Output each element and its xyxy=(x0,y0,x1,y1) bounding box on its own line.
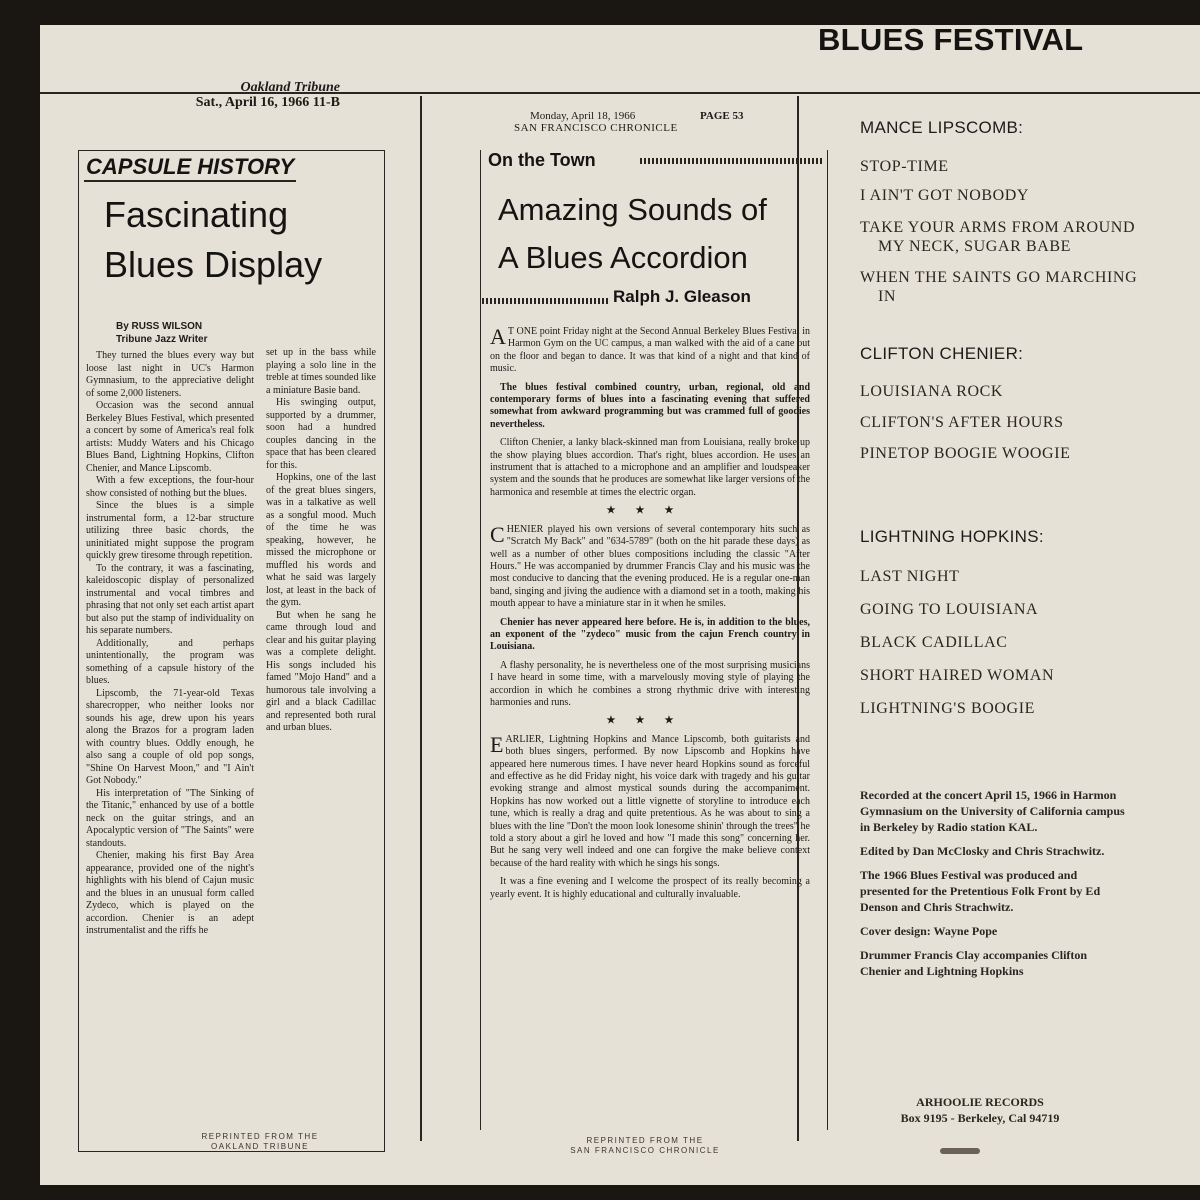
paragraph: Lipscomb, the 71-year-old Texas sharecropper, who neither looks nor sounds his age, drew upon his years along the Brazos for a program laden with country blues. Oddly enough, he also sang a couple of old pop songs, "Shine On Harvest Moon," and "I Ain't Got Nobody." xyxy=(86,687,254,786)
track-item: CLIFTON'S AFTER HOURS xyxy=(860,414,1064,431)
paragraph: Occasion was the second annual Berkeley Blues Festival, which presented a concert by some of America's real folk artists: Muddy Waters and his Chicago Blues Band, Lightning Hopkins, Clifton Chenier, and Mance Lipscomb. xyxy=(86,400,254,474)
oakland-kicker: CAPSULE HISTORY xyxy=(86,154,295,179)
chronicle-page: PAGE 53 xyxy=(700,110,744,122)
paragraph xyxy=(490,521,810,611)
chronicle-headline-line2: A Blues Accordion xyxy=(498,240,748,275)
oakland-headline-line2: Blues Display xyxy=(104,244,323,285)
drop-cap: A xyxy=(490,324,506,349)
oakland-page: 11-B xyxy=(312,95,340,110)
artist-heading-lipscomb: MANCE LIPSCOMB: xyxy=(860,118,1024,137)
chronicle-body xyxy=(490,326,810,907)
album-title: BLUES FESTIVAL xyxy=(818,22,1084,57)
credit-edited: Edited by Dan McClosky and Chris Strachwitz. xyxy=(860,844,1105,858)
track-item: TAKE YOUR ARMS FROM AROUND xyxy=(860,219,1136,236)
label-name: ARHOOLIE RECORDS xyxy=(916,1095,1044,1109)
reprint-line: REPRINTED FROM THE xyxy=(201,1132,319,1141)
artist-heading-hopkins: LIGHTNING HOPKINS: xyxy=(860,527,1044,546)
credit-produced: The 1966 Blues Festival was produced and presented for the Pretentious Folk Front by Ed Denson and Chris Strachwitz. xyxy=(860,868,1101,914)
credit-drummer: Drummer Francis Clay accompanies Clifton Chenier and Lightning Hopkins xyxy=(860,948,1088,978)
paragraph: With a few exceptions, the four-hour show consisted of nothing but the blues. xyxy=(86,475,254,499)
track-item: SHORT HAIRED WOMAN xyxy=(860,667,1055,684)
track-item: BLACK CADILLAC xyxy=(860,634,1008,651)
oakland-headline xyxy=(104,190,374,290)
paragraph: Hopkins, one of the last of the great blues singers, was in a talkative as well as a songful mood. Much of the time he was speaking, however, he missed the microphone or muffled his words and what he said was largely lost, at least in the back of the gym. xyxy=(266,472,376,608)
track-item-continued: MY NECK, SUGAR BABE xyxy=(878,238,1072,255)
byline-name: By RUSS WILSON xyxy=(116,321,203,332)
section-hatch-rule xyxy=(640,158,824,164)
label-address: Box 9195 - Berkeley, Cal 94719 xyxy=(900,1111,1060,1125)
paragraph: set up in the bass while playing a solo line in the treble at times sounded like a miniature Basie band. xyxy=(266,347,376,396)
paragraph: But when he sang he came through loud and clear and his guitar playing was a complete delight. His songs included his famed "Mojo Hand" and a humorous tale involving a girl and a black Cadillac and represented both rural and urban blues. xyxy=(266,609,376,733)
author-hatch-rule xyxy=(482,298,608,304)
artist-heading-chenier: CLIFTON CHENIER: xyxy=(860,344,1024,363)
oakland-paper-name: Oakland Tribune xyxy=(240,80,340,95)
track-item: LAST NIGHT xyxy=(860,568,960,585)
oakland-dateline: Sat., April 16, 1966 xyxy=(195,95,310,110)
oakland-column-b xyxy=(266,347,376,735)
byline-title: Tribune Jazz Writer xyxy=(116,334,208,345)
oakland-byline xyxy=(116,320,208,346)
drop-cap: C xyxy=(490,521,505,547)
paragraph: Additionally, and perhaps unintentionally, the program was something of a capsule history of the blues. xyxy=(86,637,254,686)
paragraph xyxy=(490,326,810,376)
paragraph-text: ARLIER, Lightning Hopkins and Mance Lipscomb, both guitarists and both blues singers, performed. By now Lipscomb and Hopkins have appeared here numerous times. I have never heard Hopkins sound as forceful and effective as he did Friday night, his voice dark with tragedy and his guitar evoking strange and almost mystical sounds during the accompaniment. Hopkins has now worked out a little vignette of storyline to introduce each tune, which is really a drag and quite pretentious. As he was about to sing a blues with the line "Don't the moon look lonesome shinin' through the trees" he told a story about a girl he loved and how "I made this song" concerning her. But he sang very well indeed and one can forgive the make believe context because of the hard reality with which he sings his songs. xyxy=(490,733,810,869)
paragraph-text: T ONE point Friday night at the Second Annual Berkeley Blues Festival in Harmon Gym on the UC campus, a man walked with the aid of a cane out on the floor and began to dance. It was that kind of a night and that kind of music. xyxy=(490,326,810,375)
track-item-continued: IN xyxy=(878,288,897,305)
paragraph xyxy=(490,731,810,870)
paragraph: A flashy personality, he is nevertheless one of the most surprising musicians I have heard in some time, with a marvelously moving style of playing the accordion in which he combines a strong rhythmic drive with interesting harmonies and runs. xyxy=(490,659,810,708)
paragraph: The blues festival combined country, urban, regional, old and contemporary forms of blues into a fascinating evening that suffered somewhat from awkward programming but was crammed full of goodies nevertheless. xyxy=(490,381,810,430)
paragraph: Clifton Chenier, a lanky black-skinned man from Louisiana, really broke up the show playing blues accordion. That's right, blues accordion. He uses an instrument that is attached to a microphone and an amplifier and loudspeaker system and the sounds that he produces are somewhat like larger versions of the harmonica and resemble at times the electric organ. xyxy=(490,437,811,498)
chronicle-reprint-credit xyxy=(545,1136,745,1156)
oakland-column-a xyxy=(86,350,254,938)
track-item: I AIN'T GOT NOBODY xyxy=(860,187,1030,204)
catalog-mark xyxy=(940,1148,980,1154)
chronicle-dateline: Monday, April 18, 1966 xyxy=(530,110,636,122)
track-item: LIGHTNING'S BOOGIE xyxy=(860,700,1035,717)
paragraph: His interpretation of "The Sinking of the Titanic," enhanced by use of a bottle neck on the guitar strings, and an Apocalyptic version of "The Saints" were standouts. xyxy=(86,787,254,849)
paragraph: His swinging output, supported by a drummer, soon had a hundred couples dancing in the space that has been cleared for this. xyxy=(266,397,376,471)
chronicle-headline-line1: Amazing Sounds of xyxy=(498,192,767,227)
column-divider-1 xyxy=(420,96,422,1141)
chronicle-author: Ralph J. Gleason xyxy=(613,287,751,306)
paragraph: To the contrary, it was a fascinating, kaleidoscopic display of personalized instrumental and vocal timbres and phrasing that not only set each artist apart but also put the stamp of individuality on his separate numbers. xyxy=(86,562,254,636)
reprint-line: OAKLAND TRIBUNE xyxy=(211,1142,309,1151)
track-item: GOING TO LOUISIANA xyxy=(860,601,1039,618)
paragraph: They turned the blues every way but loose last night in UC's Harmon Gymnasium, to the appreciative delight of some 2,000 listeners. xyxy=(86,350,254,399)
section-heading: On the Town xyxy=(488,150,596,170)
paragraph-text: HENIER played his own versions of several contemporary hits such as "Scratch My Back" and "634-5789" (both on the hit parade these days) as well as a number of other blues compositions including the classic "After Hours." He was accompanied by drummer Francis Clay and his music was the most conducive to dancing that the evening produced. He is a regular one-man band, singing and jiving the audience with a diamond set in a tooth, making his mouth appear to have a miniature star in it when he smiles. xyxy=(490,523,810,610)
credit-recorded: Recorded at the concert April 15, 1966 in Harmon Gymnasium on the University of California campus in Berkeley by Radio station KAL. xyxy=(860,788,1125,834)
oakland-masthead xyxy=(152,80,340,110)
kicker-underline xyxy=(84,180,296,182)
reprint-line: REPRINTED FROM THE xyxy=(586,1136,704,1145)
oakland-headline-line1: Fascinating xyxy=(104,194,289,235)
track-item: LOUISIANA ROCK xyxy=(860,383,1004,400)
chronicle-paper-name: SAN FRANCISCO CHRONICLE xyxy=(514,122,678,134)
liner-credits xyxy=(860,787,1125,987)
credit-cover: Cover design: Wayne Pope xyxy=(860,924,998,938)
drop-cap: E xyxy=(490,731,504,757)
paragraph: Chenier has never appeared here before. He is, in addition to the blues, an exponent of the "zydeco" music from the cajun French country in Louisiana. xyxy=(490,616,810,653)
section-break-stars: ★★★ xyxy=(606,715,694,727)
section-break-stars: ★★★ xyxy=(606,505,694,517)
reprint-line: SAN FRANCISCO CHRONICLE xyxy=(570,1146,720,1155)
oakland-reprint-credit xyxy=(180,1132,340,1152)
paragraph: Since the blues is a simple instrumental form, a 12-bar structure utilizing three basic chords, the uninitiated might suppose the program quickly grew tiresome through repetition. xyxy=(86,500,254,561)
track-item: WHEN THE SAINTS GO MARCHING xyxy=(860,269,1138,286)
paragraph: Chenier, making his first Bay Area appearance, provided one of the night's highlights with his blend of Cajun music and the blues in an unusual form called Zydeco, which is played on the accordion. Chenier is an adept instrumentalist and the riffs he xyxy=(86,850,254,936)
record-label xyxy=(860,1094,1100,1126)
track-item: PINETOP BOOGIE WOOGIE xyxy=(860,445,1071,462)
paragraph: It was a fine evening and I welcome the prospect of its really becoming a yearly event. It is highly educational and culturally invaluable. xyxy=(490,876,810,900)
track-item: STOP-TIME xyxy=(860,158,949,175)
chronicle-headline xyxy=(498,186,818,282)
